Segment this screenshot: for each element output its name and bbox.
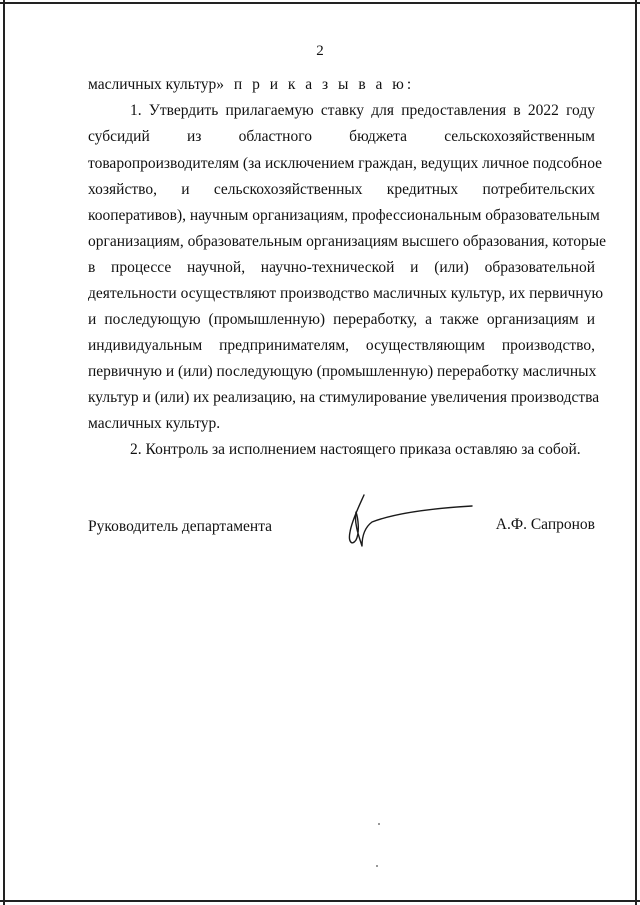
document-line [88, 76, 595, 94]
paragraph-1-line-4: хозяйство, и сельскохозяйственных кредитных потребительских [88, 181, 595, 198]
page-number: 2 [316, 43, 324, 59]
paragraph-1-line-11: первичную и (или) последующую (промышленную) переработку масличных [88, 363, 597, 380]
paragraph-1-line-13: масличных культур. [88, 415, 221, 432]
paragraph-1-line-1: 1. Утвердить прилагаемую ставку для предоставления в 2022 году [130, 102, 595, 119]
scan-border-right [635, 0, 637, 905]
signatory-name: А.Ф. Сапронов [495, 516, 595, 533]
scan-border-bottom [0, 900, 640, 902]
scan-border-left [3, 0, 5, 905]
handwritten-signature [338, 490, 478, 560]
paragraph-1-line-3: товаропроизводителям (за исключением граждан, ведущих личное подсобное [88, 155, 603, 172]
paragraph-1-line-12: культур и (или) их реализацию, на стимулирование увеличения производства [88, 389, 600, 406]
paragraph-1-line-9: и последующую (промышленную) переработку, а также организациям и [88, 311, 595, 328]
scan-border-top [0, 2, 640, 4]
scan-speck [378, 823, 380, 825]
paragraph-1-line-8: деятельности осуществляют производство масличных культур, их первичную [88, 285, 604, 302]
paragraph-1-line-2: субсидий из областного бюджета сельскохозяйственным [88, 128, 595, 145]
order-keyword: п р и к а з ы в а ю: [233, 76, 415, 93]
scan-speck [376, 865, 378, 867]
paragraph-1-line-10: индивидуальным предпринимателям, осуществляющим производство, [88, 337, 595, 354]
line-fragment: масличных культур» [88, 76, 225, 93]
signature-block [88, 516, 595, 586]
paragraph-1-line-6: организациям, образовательным организациям высшего образования, которые [88, 233, 607, 250]
signatory-position: Руководитель департамента [88, 518, 273, 535]
paragraph-2: 2. Контроль за исполнением настоящего приказа оставляю за собой. [130, 441, 581, 458]
paragraph-1-line-7: в процессе научной, научно-технической и (или) образовательной [88, 259, 595, 276]
paragraph-1-line-5: кооперативов), научным организациям, профессиональным образовательным [88, 207, 600, 224]
